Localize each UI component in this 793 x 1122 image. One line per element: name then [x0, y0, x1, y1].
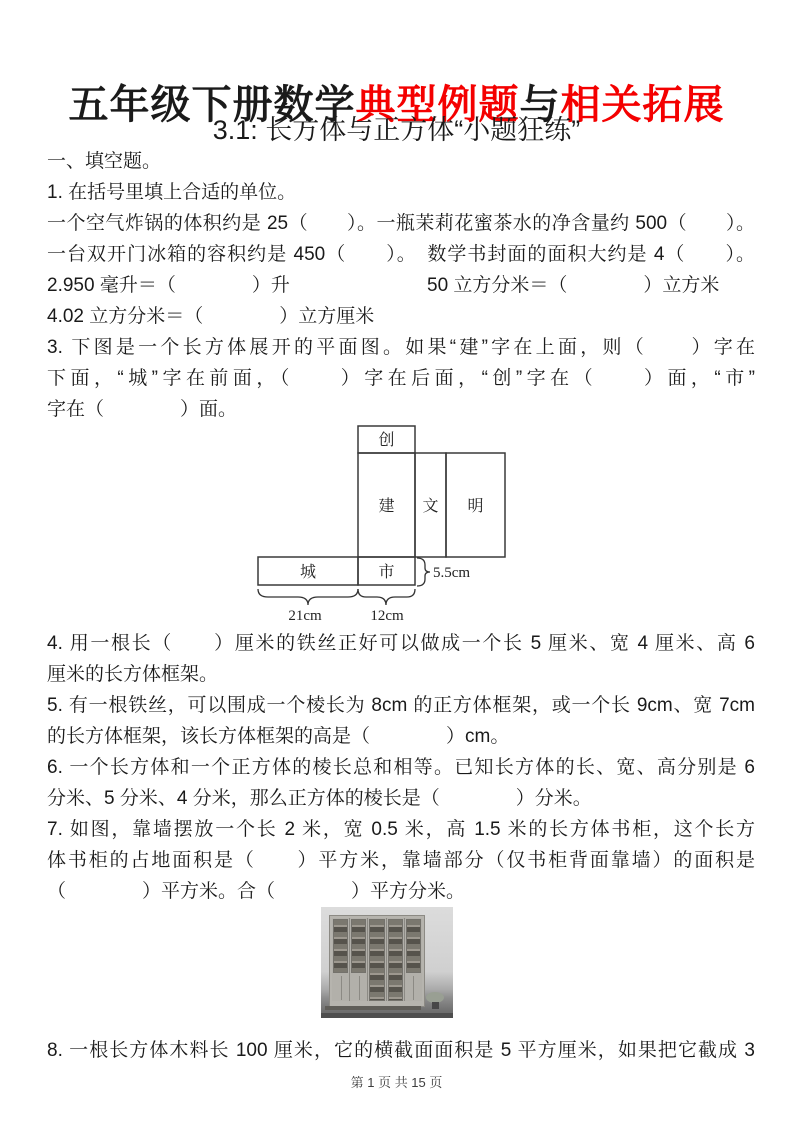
floor-edge	[321, 1013, 453, 1018]
question-3-line-1: 3. 下图是一个长方体展开的平面图。如果“建”字在上面，则（ ）字在	[47, 337, 755, 358]
question-7-line-1: 7. 如图，靠墙摆放一个长 2 米，宽 0.5 米，高 1.5 米的长方体书柜，这个长方	[47, 819, 755, 840]
question-7-line-3: （ ）平方米。合（ ）平方分米。	[47, 881, 466, 902]
title-segment-1: 五年级下册数学	[68, 82, 356, 127]
bookcase-door-glass	[351, 919, 366, 973]
question-2-conversion-a: 2.950 毫升＝（ ）升	[47, 275, 290, 296]
question-2-line-2: 4.02 立方分米＝（ ）立方厘米	[47, 306, 375, 327]
face-label-jian: 建	[378, 498, 395, 515]
face-label-ming: 明	[467, 498, 484, 515]
bookcase-door	[405, 918, 422, 1001]
question-4-line-1: 4. 用一根长（ ）厘米的铁丝正好可以做成一个长 5 厘米、宽 4 厘米、高 6	[47, 633, 755, 654]
question-4-line-2: 厘米的长方体框架。	[47, 664, 219, 685]
plant-pot	[432, 1002, 439, 1009]
bookcase-door	[332, 918, 349, 1001]
question-6-line-2: 分米、5 分米、4 分米，那么正方体的棱长是（ ）分米。	[47, 788, 592, 809]
title-segment-2: 典型例题	[355, 82, 520, 127]
bookcase-cabinet	[329, 915, 425, 1007]
bookcase-door-glass	[388, 919, 403, 1001]
bookcase-doors	[332, 918, 422, 1001]
dim-label-12cm: 12cm	[370, 608, 404, 624]
question-3-line-3: 字在（ ）面。	[47, 399, 238, 420]
page-footer: 第 1 页 共 15 页	[350, 1075, 443, 1090]
bookcase-door	[368, 918, 385, 1001]
question-5-line-2: 的长方体框架，该长方体框架的高是（ ）cm。	[47, 726, 510, 747]
question-7-photo-block	[47, 907, 755, 1035]
bookcase-door	[350, 918, 367, 1001]
face-label-chuang: 创	[378, 432, 395, 449]
box-net-diagram	[47, 425, 755, 628]
dim-label-21cm: 21cm	[288, 608, 322, 624]
bookcase-door-glass	[406, 919, 421, 973]
question-6-line-1: 6. 一个长方体和一个正方体的棱长总和相等。已知长方体的长、宽、高分别是 6	[47, 757, 755, 778]
bookcase-door-glass	[333, 919, 348, 973]
face-label-cheng: 城	[299, 564, 317, 581]
underbrace-21cm	[258, 589, 358, 605]
question-1-intro: 1. 在括号里填上合适的单位。	[47, 182, 297, 203]
face-label-shi: 市	[378, 564, 395, 581]
underbrace-12cm	[358, 589, 415, 605]
worksheet-body	[47, 146, 755, 1066]
question-8-line-1: 8. 一根长方体木料长 100 厘米，它的横截面面积是 5 平方厘米，如果把它截成 3	[47, 1040, 755, 1061]
bookcase-door	[387, 918, 404, 1001]
question-2-conversion-b: 50 立方分米＝（ ）立方米	[427, 275, 720, 296]
box-net-svg	[47, 425, 755, 628]
bookcase-photo	[321, 907, 453, 1018]
plant-decor	[426, 992, 444, 1009]
question-2-line-1	[47, 270, 755, 301]
question-1-line-2: 一台双开门冰箱的容积约是 450（ ）。 数学书封面的面积大约是 4（ ）。	[47, 244, 755, 265]
question-3-line-2: 下面，“城”字在前面，（ ）字在后面，“创”字在（ ）面，“市”	[47, 368, 755, 389]
bookcase-door-panel-line	[413, 976, 414, 1000]
question-1-line-1: 一个空气炸锅的体积约是 25（ ）。一瓶茉莉花蜜茶水的净含量约 500（ ）。	[47, 213, 755, 234]
title-segment-3: 与	[519, 82, 561, 127]
dim-label-5-5cm: 5.5cm	[433, 565, 471, 581]
face-label-wen: 文	[422, 498, 439, 515]
bookcase-shadow	[325, 1006, 421, 1010]
bookcase-door-panel-line	[341, 976, 342, 1000]
section-subtitle: 3.1: 长方体与正方体“小题狂练”	[212, 115, 581, 145]
bookcase-door-glass	[369, 919, 384, 1001]
title-segment-4: 相关拓展	[560, 82, 725, 127]
side-brace-5-5cm	[417, 558, 430, 586]
question-5-line-1: 5. 有一根铁丝，可以围成一个棱长为 8cm 的正方体框架，或一个长 9cm、宽 7cm	[47, 695, 755, 716]
question-7-line-2: 体书柜的占地面积是（ ）平方米，靠墙部分（仅书柜背面靠墙）的面积是	[47, 850, 755, 871]
section-heading: 一、填空题。	[47, 151, 162, 172]
bookcase-door-panel-line	[359, 976, 360, 1000]
